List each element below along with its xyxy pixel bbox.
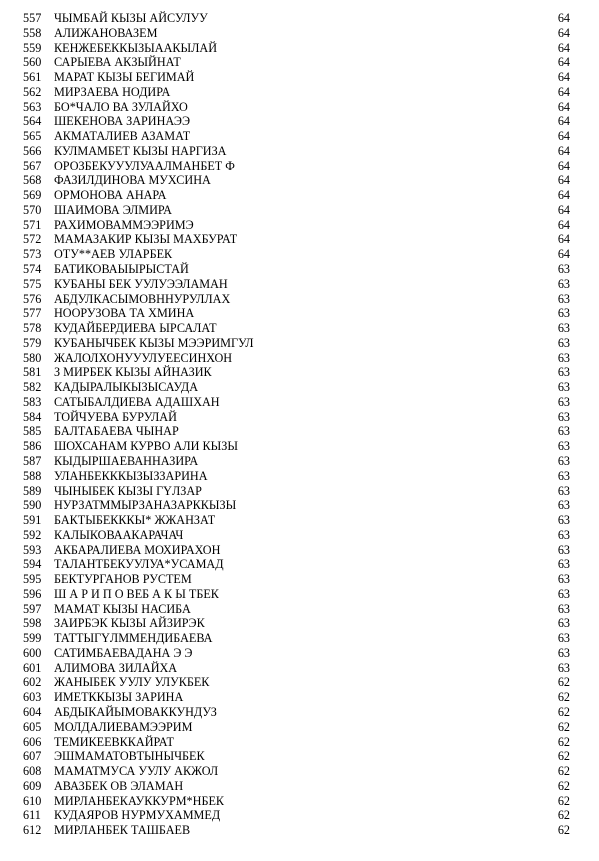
- person-name: ОРОЗБЕКУУУЛУААЛМАНБЕТ Ф: [54, 158, 235, 173]
- list-item: [0, 277, 599, 292]
- person-name: БАТИКОВАЫЫРЫСТАЙ: [54, 262, 189, 277]
- list-item: [0, 11, 599, 26]
- row-number: 608: [23, 764, 42, 779]
- person-name: АЛИМОВА ЗИЛАЙХА: [54, 660, 178, 675]
- score-value: 63: [557, 380, 570, 395]
- person-name: МАМАЗАКИР КЫЗЫ МАХБУРАТ: [54, 232, 238, 247]
- list-item: [0, 41, 599, 56]
- score-value: 62: [557, 823, 570, 838]
- score-value: 63: [557, 409, 570, 424]
- person-name: МАМАТ КЫЗЫ НАСИБА: [54, 601, 191, 616]
- list-item: [0, 26, 599, 41]
- person-name: КУБАНЫЧБЕК КЫЗЫ МЭЭРИМГУЛ: [54, 335, 254, 350]
- list-item: [0, 144, 599, 159]
- list-item: [0, 365, 599, 380]
- person-name: АВАЗБЕК ОВ ЭЛАМАН: [54, 778, 184, 793]
- score-value: 63: [557, 572, 570, 587]
- score-value: 64: [557, 247, 570, 262]
- list-item: [0, 484, 599, 499]
- list-item: [0, 424, 599, 439]
- person-name: ШОХСАНАМ КУРВО АЛИ КЫЗЫ: [54, 439, 238, 454]
- list-item: [0, 114, 599, 129]
- list-item: [0, 720, 599, 735]
- person-name: БО*ЧАЛО ВА ЗУЛАЙХО: [54, 99, 188, 114]
- person-name: ЧЫМБАЙ КЫЗЫ АЙСУЛУУ: [54, 11, 208, 25]
- list-item: [0, 587, 599, 602]
- row-number: 579: [23, 335, 42, 350]
- list-item: [0, 705, 599, 720]
- row-number: 607: [23, 749, 42, 764]
- score-value: 63: [557, 306, 570, 321]
- list-item: [0, 572, 599, 587]
- row-number: 573: [23, 247, 42, 262]
- row-number: 571: [23, 217, 42, 232]
- list-item: [0, 557, 599, 572]
- score-value: 62: [557, 764, 570, 779]
- person-name: ЭШМАМАТОВТЫНЫЧБЕК: [54, 749, 205, 764]
- score-value: 64: [557, 114, 570, 129]
- person-name: АБДЫКАЙЫМОВАККУНДУЗ: [54, 704, 217, 719]
- score-value: 64: [557, 173, 570, 188]
- person-name: ТЕМИКЕЕВККАЙРАТ: [54, 734, 174, 749]
- score-value: 63: [557, 321, 570, 336]
- list-item: [0, 203, 599, 218]
- score-value: 63: [557, 513, 570, 528]
- score-value: 64: [557, 84, 570, 99]
- score-value: 62: [557, 690, 570, 705]
- person-name: ОРМОНОВА АНАРА: [54, 188, 167, 203]
- list-item: [0, 602, 599, 617]
- row-number: 594: [23, 557, 42, 572]
- row-number: 578: [23, 321, 42, 336]
- ranking-list: [0, 11, 599, 838]
- list-item: [0, 292, 599, 307]
- list-item: [0, 395, 599, 410]
- row-number: 581: [23, 365, 42, 380]
- list-item: [0, 129, 599, 144]
- row-number: 586: [23, 439, 42, 454]
- row-number: 580: [23, 350, 42, 365]
- person-name: КУБАНЫ БЕК УУЛУЭЭЛАМАН: [54, 276, 228, 291]
- list-item: [0, 808, 599, 823]
- score-value: 64: [557, 55, 570, 70]
- list-item: [0, 100, 599, 115]
- person-name: ТАТТЫГҮЛММЕНДИБАЕВА: [54, 631, 213, 646]
- score-value: 63: [557, 468, 570, 483]
- row-number: 564: [23, 114, 42, 129]
- person-name: ЖАЛОЛХОНУУУЛУЕЕСИНХОН: [54, 350, 233, 365]
- list-item: [0, 779, 599, 794]
- list-item: [0, 188, 599, 203]
- list-item: [0, 823, 599, 838]
- list-item: [0, 232, 599, 247]
- row-number: 596: [23, 586, 42, 601]
- row-number: 567: [23, 158, 42, 173]
- score-value: 63: [557, 291, 570, 306]
- person-name: КУДАЯРОВ НУРМУХАММЕД: [54, 808, 221, 823]
- score-value: 62: [557, 675, 570, 690]
- score-value: 64: [557, 232, 570, 247]
- score-value: 63: [557, 601, 570, 616]
- person-name: ЗАИРБЭК КЫЗЫ АЙЗИРЭК: [54, 616, 205, 631]
- person-name: АЛИЖАНОВАЗЕМ: [54, 25, 158, 40]
- row-number: 601: [23, 660, 42, 675]
- person-name: МОЛДАЛИЕВАМЭЭРИМ: [54, 719, 193, 734]
- row-number: 604: [23, 704, 42, 719]
- score-value: 64: [557, 70, 570, 85]
- list-item: [0, 173, 599, 188]
- person-name: ТАЛАНТБЕКУУЛУА*УСАМАД: [54, 557, 224, 572]
- score-value: 64: [557, 158, 570, 173]
- list-item: [0, 262, 599, 277]
- person-name: АБДУЛКАСЫМОВННУРУЛЛАХ: [54, 291, 231, 306]
- row-number: 593: [23, 542, 42, 557]
- person-name: КАДЫРАЛЫКЫЗЫСАУДА: [54, 380, 199, 395]
- person-name: ШАИМОВА ЭЛМИРА: [54, 202, 172, 217]
- row-number: 603: [23, 690, 42, 705]
- person-name: ФАЗИЛДИНОВА МУХСИНА: [54, 173, 211, 188]
- person-name: КАЛЫКОВААКАРАЧАЧ: [54, 527, 184, 542]
- score-value: 63: [557, 498, 570, 513]
- list-item: [0, 690, 599, 705]
- list-item: [0, 646, 599, 661]
- list-item: [0, 336, 599, 351]
- person-name: САТЫБАЛДИЕВА АДАШХАН: [54, 394, 220, 409]
- list-item: [0, 159, 599, 174]
- list-item: [0, 321, 599, 336]
- person-name: НУРЗАТММЫРЗАНАЗАРККЫЗЫ: [54, 498, 237, 513]
- list-item: [0, 85, 599, 100]
- person-name: НООРУЗОВА ТА ХМИНА: [54, 306, 195, 321]
- row-number: 558: [23, 25, 42, 40]
- list-item: [0, 749, 599, 764]
- row-number: 610: [23, 793, 42, 808]
- score-value: 64: [557, 202, 570, 217]
- person-name: РАХИМОВАММЭЭРИМЭ: [54, 217, 194, 232]
- score-value: 64: [557, 129, 570, 144]
- person-name: БЕКТУРГАНОВ РУСТЕМ: [54, 572, 192, 587]
- row-number: 585: [23, 424, 42, 439]
- row-number: 590: [23, 498, 42, 513]
- row-number: 568: [23, 173, 42, 188]
- score-value: 62: [557, 793, 570, 808]
- row-number: 605: [23, 719, 42, 734]
- row-number: 574: [23, 262, 42, 277]
- list-item: [0, 380, 599, 395]
- list-item: [0, 661, 599, 676]
- row-number: 577: [23, 306, 42, 321]
- score-value: 63: [557, 616, 570, 631]
- score-value: 63: [557, 586, 570, 601]
- row-number: 570: [23, 202, 42, 217]
- person-name: АКБАРАЛИЕВА МОХИРАХОН: [54, 542, 221, 557]
- score-value: 64: [557, 217, 570, 232]
- person-name: КУДАЙБЕРДИЕВА ЫРСАЛАТ: [54, 321, 217, 336]
- row-number: 602: [23, 675, 42, 690]
- row-number: 575: [23, 276, 42, 291]
- row-number: 588: [23, 468, 42, 483]
- score-value: 63: [557, 262, 570, 277]
- score-value: 63: [557, 394, 570, 409]
- score-value: 62: [557, 778, 570, 793]
- row-number: 572: [23, 232, 42, 247]
- person-name: ОТУ**АЕВ УЛАРБЕК: [54, 247, 173, 262]
- row-number: 609: [23, 778, 42, 793]
- person-name: МИРЛАНБЕК ТАШБАЕВ: [54, 823, 191, 838]
- list-item: [0, 439, 599, 454]
- list-item: [0, 764, 599, 779]
- row-number: 562: [23, 84, 42, 99]
- row-number: 591: [23, 513, 42, 528]
- score-value: 62: [557, 808, 570, 823]
- person-name: ТОЙЧУЕВА БУРУЛАЙ: [54, 409, 177, 424]
- person-name: БАЛТАБАЕВА ЧЫНАР: [54, 424, 179, 439]
- row-number: 612: [23, 823, 42, 838]
- list-item: [0, 498, 599, 513]
- score-value: 63: [557, 365, 570, 380]
- person-name: ЖАНЫБЕК УУЛУ УЛУКБЕК: [54, 675, 210, 690]
- list-item: [0, 306, 599, 321]
- list-item: [0, 218, 599, 233]
- row-number: 599: [23, 631, 42, 646]
- score-value: 63: [557, 483, 570, 498]
- person-name: ШЕКЕНОВА ЗАРИНАЭЭ: [54, 114, 191, 129]
- person-name: КЕНЖЕБЕККЫЗЫААКЫЛАЙ: [54, 40, 218, 55]
- row-number: 557: [23, 11, 42, 25]
- list-item: [0, 351, 599, 366]
- row-number: 569: [23, 188, 42, 203]
- person-name: З МИРБЕК КЫЗЫ АЙНАЗИК: [54, 365, 212, 380]
- list-item: [0, 528, 599, 543]
- row-number: 611: [23, 808, 41, 823]
- row-number: 597: [23, 601, 42, 616]
- row-number: 606: [23, 734, 42, 749]
- score-value: 63: [557, 645, 570, 660]
- row-number: 559: [23, 40, 42, 55]
- list-item: [0, 469, 599, 484]
- person-name: КУЛМАМБЕТ КЫЗЫ НАРГИЗА: [54, 143, 227, 158]
- list-item: [0, 70, 599, 85]
- score-value: 62: [557, 719, 570, 734]
- list-item: [0, 631, 599, 646]
- person-name: КЫДЫРШАЕВАННАЗИРА: [54, 453, 199, 468]
- person-name: МАМАТМУСА УУЛУ АКЖОЛ: [54, 764, 219, 779]
- score-value: 63: [557, 660, 570, 675]
- score-value: 64: [557, 99, 570, 114]
- score-value: 64: [557, 40, 570, 55]
- row-number: 587: [23, 453, 42, 468]
- row-number: 584: [23, 409, 42, 424]
- score-value: 63: [557, 527, 570, 542]
- list-item: [0, 247, 599, 262]
- score-value: 63: [557, 631, 570, 646]
- list-item: [0, 735, 599, 750]
- score-value: 64: [557, 11, 570, 25]
- row-number: 561: [23, 70, 42, 85]
- score-value: 63: [557, 335, 570, 350]
- row-number: 598: [23, 616, 42, 631]
- row-number: 566: [23, 143, 42, 158]
- score-value: 62: [557, 734, 570, 749]
- row-number: 600: [23, 645, 42, 660]
- person-name: ИМЕТККЫЗЫ ЗАРИНА: [54, 690, 184, 705]
- row-number: 576: [23, 291, 42, 306]
- person-name: МАРАТ КЫЗЫ БЕГИМАЙ: [54, 70, 195, 85]
- score-value: 63: [557, 542, 570, 557]
- score-value: 64: [557, 25, 570, 40]
- score-value: 64: [557, 143, 570, 158]
- score-value: 63: [557, 453, 570, 468]
- score-value: 64: [557, 188, 570, 203]
- person-name: УЛАНБЕКККЫЗЫЗЗАРИНА: [54, 468, 208, 483]
- row-number: 592: [23, 527, 42, 542]
- row-number: 560: [23, 55, 42, 70]
- person-name: МИРЛАНБЕКАУККУРМ*НБЕК: [54, 793, 225, 808]
- row-number: 595: [23, 572, 42, 587]
- list-item: [0, 410, 599, 425]
- list-item: [0, 454, 599, 469]
- row-number: 589: [23, 483, 42, 498]
- score-value: 63: [557, 276, 570, 291]
- person-name: САРЫЕВА АКЗЫЙНАТ: [54, 55, 181, 70]
- list-item: [0, 794, 599, 809]
- list-item: [0, 513, 599, 528]
- row-number: 582: [23, 380, 42, 395]
- person-name: МИРЗАЕВА НОДИРА: [54, 84, 171, 99]
- list-item: [0, 55, 599, 70]
- row-number: 565: [23, 129, 42, 144]
- score-value: 63: [557, 350, 570, 365]
- list-item: [0, 616, 599, 631]
- score-value: 63: [557, 439, 570, 454]
- list-item: [0, 675, 599, 690]
- score-value: 63: [557, 424, 570, 439]
- score-value: 63: [557, 557, 570, 572]
- list-item: [0, 543, 599, 558]
- row-number: 563: [23, 99, 42, 114]
- person-name: Ш А Р И П О ВЕБ А К Ы ТБЕК: [54, 586, 219, 601]
- row-number: 583: [23, 394, 42, 409]
- score-value: 62: [557, 704, 570, 719]
- score-value: 62: [557, 749, 570, 764]
- person-name: ЧЫНЫБЕК КЫЗЫ ГҮЛЗАР: [54, 483, 202, 498]
- person-name: АКМАТАЛИЕВ АЗАМАТ: [54, 129, 191, 144]
- person-name: БАКТЫБЕКККЫ* ЖЖАНЗАТ: [54, 513, 216, 528]
- person-name: САТИМБАЕВАДАНА Э Э: [54, 645, 193, 660]
